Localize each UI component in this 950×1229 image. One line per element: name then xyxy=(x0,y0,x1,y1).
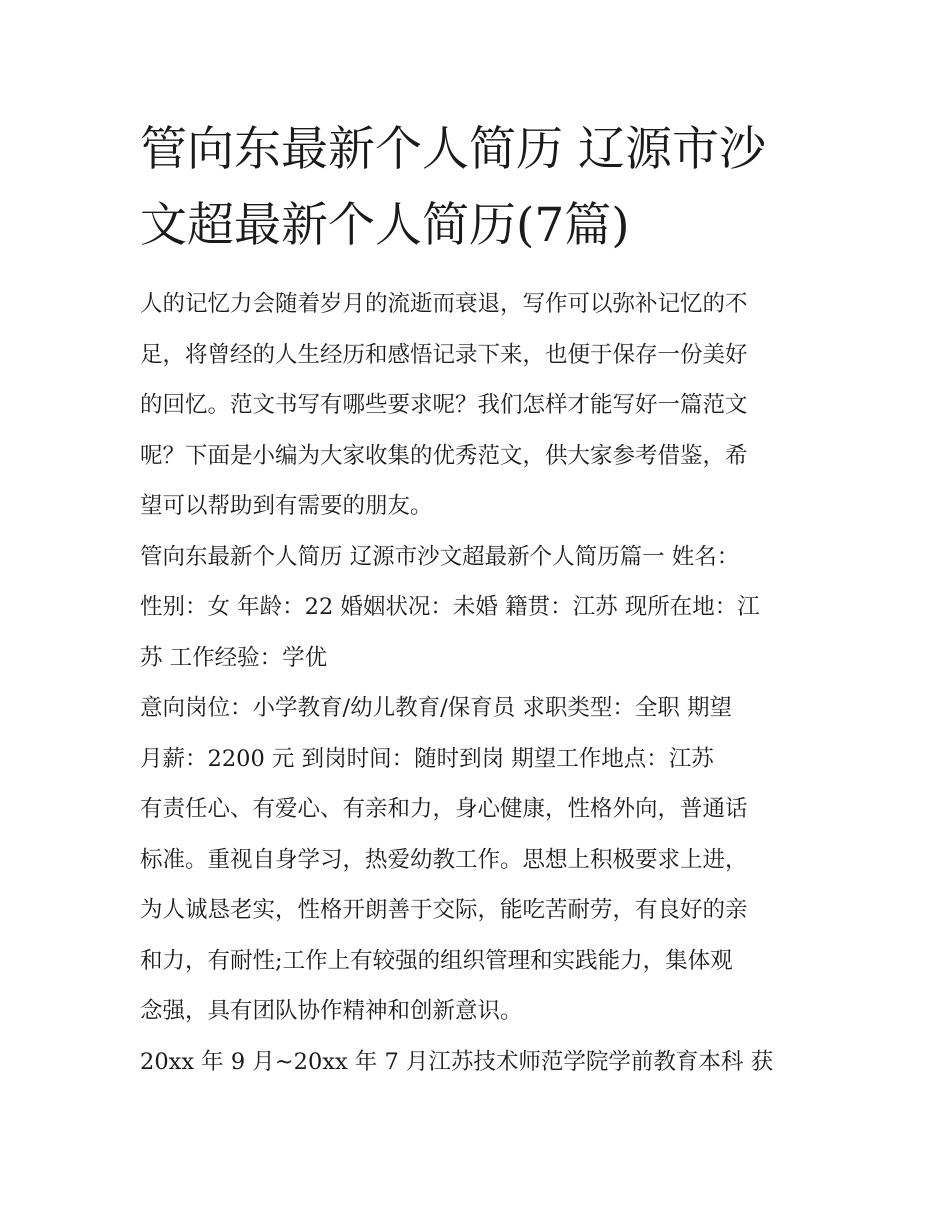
document-body xyxy=(140,279,820,1087)
text-line: 标准。重视自身学习，热爱幼教工作。思想上积极要求上进， xyxy=(140,846,748,873)
text-line: 有责任心、有爱心、有亲和力，身心健康，性格外向，普通话 xyxy=(140,796,748,822)
text-line: 性别：女 年龄：22 婚姻状况：未婚 籍贯：江苏 现所在地：江 xyxy=(140,594,760,620)
text-line: 管向东最新个人简历 辽源市沙文超最新个人简历篇一 姓名： xyxy=(140,543,740,570)
text-line: 苏 工作经验：学优 xyxy=(140,644,328,671)
document-title xyxy=(140,112,820,264)
text-line: 和力，有耐性;工作上有较强的组织管理和实践能力，集体观 xyxy=(140,947,733,974)
education-paragraph xyxy=(140,1037,820,1088)
text-line: 足，将曾经的人生经历和感悟记录下来，也便于保存一份美好 xyxy=(140,341,748,368)
text-line: 意向岗位：小学教育/幼儿教育/保育员 求职类型：全职 期望 xyxy=(140,695,732,721)
text-line: 的回忆。范文书写有哪些要求呢？我们怎样才能写好一篇范文 xyxy=(140,392,748,418)
title-line: 管向东最新个人简历 辽源市沙 xyxy=(140,122,766,177)
text-line: 为人诚恳老实，性格开朗善于交际，能吃苦耐劳，有良好的亲 xyxy=(140,897,748,923)
text-line: 念强，具有团队协作精神和创新意识。 xyxy=(140,998,523,1024)
text-line: 月薪：2200 元 到岗时间：随时到岗 期望工作地点：江苏 xyxy=(140,745,714,772)
intro-paragraph xyxy=(140,279,820,532)
job-intent-paragraph xyxy=(140,683,820,784)
text-line: 呢？下面是小编为大家收集的优秀范文，供大家参考借鉴，希 xyxy=(140,442,748,469)
text-line: 20xx 年 9 月~20xx 年 7 月江苏技术师范学院学前教育本科 获 xyxy=(140,1048,774,1075)
title-line: 文超最新个人简历(7篇) xyxy=(140,198,630,253)
text-line: 人的记忆力会随着岁月的流逝而衰退，写作可以弥补记忆的不 xyxy=(140,291,748,317)
text-line: 望可以帮助到有需要的朋友。 xyxy=(140,493,433,519)
self-evaluation-paragraph xyxy=(140,784,820,1037)
personal-info-paragraph xyxy=(140,532,820,684)
